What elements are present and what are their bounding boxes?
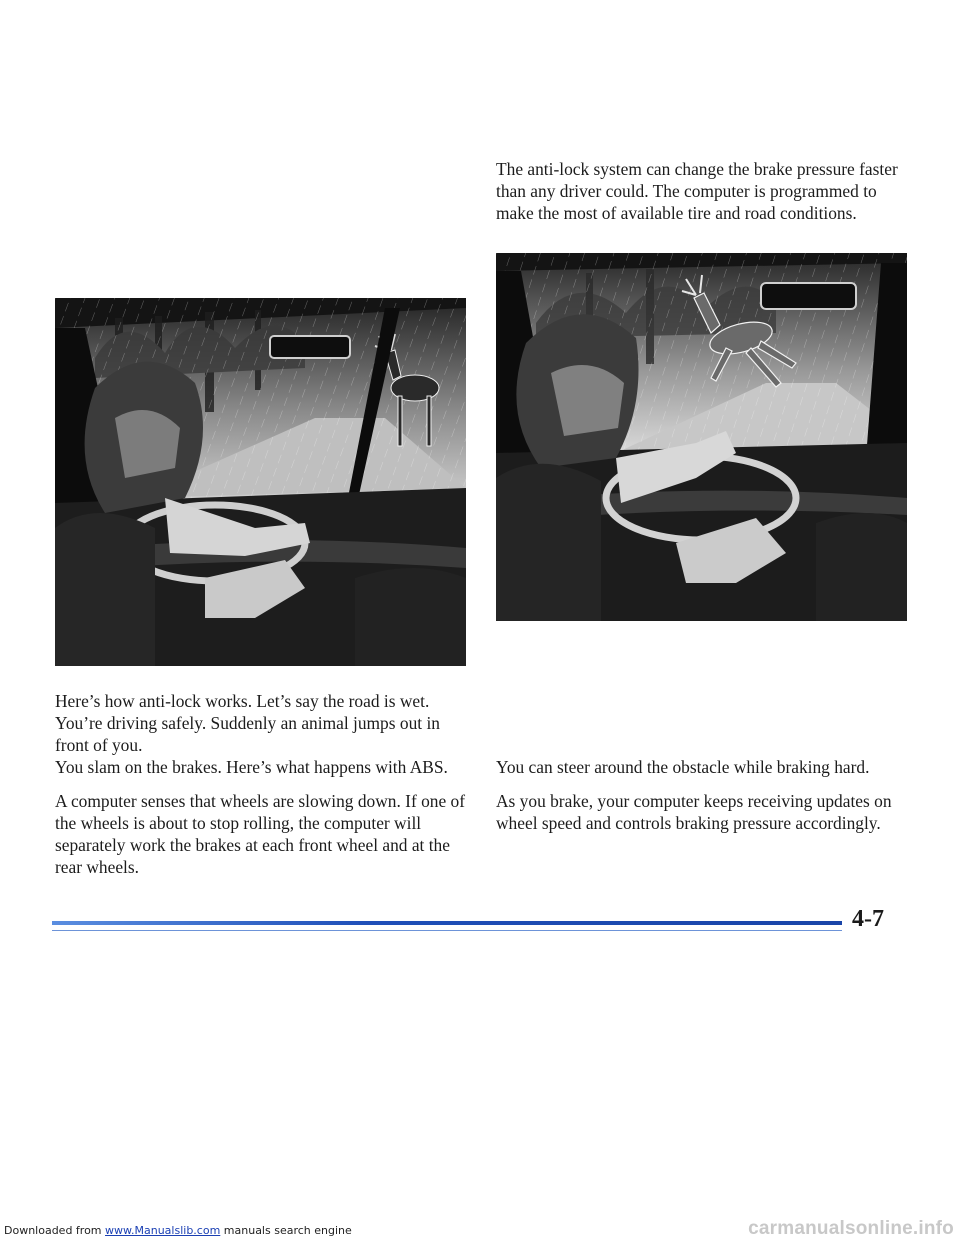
footer-prefix: Downloaded from bbox=[4, 1224, 106, 1237]
watermark: carmanualsonline.info bbox=[748, 1218, 954, 1239]
paragraph-slam-brakes: You slam on the brakes. Here’s what happens with ABS. bbox=[55, 757, 448, 777]
page-number: 4-7 bbox=[852, 906, 884, 932]
illustration-left-drawing bbox=[55, 298, 466, 666]
footer-rule-thin bbox=[52, 930, 842, 931]
illustration-right-drawing bbox=[496, 253, 907, 621]
footer-suffix: manuals search engine bbox=[220, 1224, 352, 1237]
illustration-deer-in-road bbox=[55, 298, 466, 666]
paragraph-brake-updates: As you brake, your computer keeps receiving updates on wheel speed and controls braking pressure accordingly. bbox=[496, 791, 892, 833]
footer-rule bbox=[52, 921, 842, 925]
download-footer bbox=[4, 1224, 352, 1237]
illustration-steering-around-deer bbox=[496, 253, 907, 621]
paragraph-how-antilock-works: Here’s how anti-lock works. Let’s say the road is wet. You’re driving safely. Suddenly an animal jumps out in front of you. bbox=[55, 691, 440, 755]
paragraph-steer-around: You can steer around the obstacle while braking hard. bbox=[496, 757, 870, 777]
paragraph-antilock-system: The anti-lock system can change the brake pressure faster than any driver could. The computer is programmed to make the most of available tire and road conditions. bbox=[496, 159, 898, 223]
manualslib-link[interactable]: www.Manualslib.com bbox=[105, 1224, 221, 1237]
paragraph-computer-senses: A computer senses that wheels are slowing down. If one of the wheels is about to stop rolling, the computer will separately work the brakes at each front wheel and at the rear wheels. bbox=[55, 791, 466, 877]
